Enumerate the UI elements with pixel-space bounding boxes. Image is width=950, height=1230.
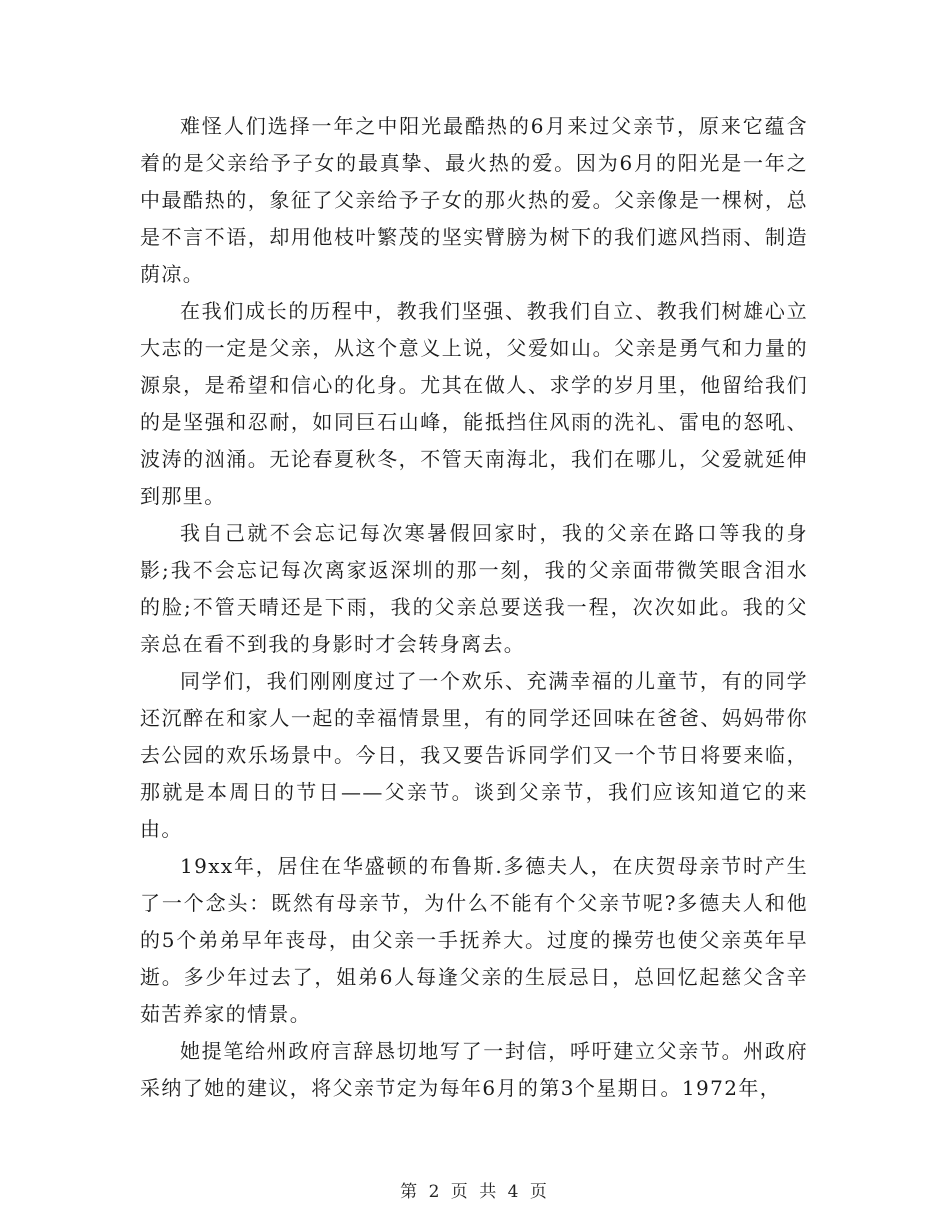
paragraph-6: 她提笔给州政府言辞恳切地写了一封信，呼吁建立父亲节。州政府采纳了她的建议，将父亲节定为每年6月的第3个星期日。1972年， <box>140 1039 808 1100</box>
paragraph-2: 在我们成长的历程中，教我们坚强、教我们自立、教我们树雄心立大志的一定是父亲，从这个意义上说，父爱如山。父亲是勇气和力量的源泉，是希望和信心的化身。尤其在做人、求学的岁月里，他留给我们的是坚强和忍耐，如同巨石山峰，能抵挡住风雨的洗礼、雷电的怒吼、波涛的汹涌。无论春夏秋冬，不管天南海北，我们在哪儿，父爱就延伸到那里。 <box>140 299 808 508</box>
paragraph-1: 难怪人们选择一年之中阳光最酷热的6月来过父亲节，原来它蕴含着的是父亲给予子女的最真挚、最火热的爱。因为6月的阳光是一年之中最酷热的，象征了父亲给予子女的那火热的爱。父亲像是一棵树，总是不言不语，却用他枝叶繁茂的坚实臂膀为树下的我们遮风挡雨、制造荫凉。 <box>140 114 808 286</box>
page-number-footer: 第 2 页 共 4 页 <box>400 1182 550 1202</box>
paragraph-4: 同学们，我们刚刚度过了一个欢乐、充满幸福的儿童节，有的同学还沉醉在和家人一起的幸福情景里，有的同学还回味在爸爸、妈妈带你去公园的欢乐场景中。今日，我又要告诉同学们又一个节日将要来临，那就是本周日的节日——父亲节。谈到父亲节，我们应该知道它的来由。 <box>140 669 808 841</box>
document-body <box>140 108 808 1107</box>
paragraph-5: 19xx年，居住在华盛顿的布鲁斯.多德夫人，在庆贺母亲节时产生了一个念头：既然有母亲节，为什么不能有个父亲节呢?多德夫人和他的5个弟弟早年丧母，由父亲一手抚养大。过度的操劳也使父亲英年早逝。多少年过去了，姐弟6人每逢父亲的生辰忌日，总回忆起慈父含辛茹苦养家的情景。 <box>140 854 808 1026</box>
paragraph-3: 我自己就不会忘记每次寒暑假回家时，我的父亲在路口等我的身影;我不会忘记每次离家返深圳的那一刻，我的父亲面带微笑眼含泪水的脸;不管天晴还是下雨，我的父亲总要送我一程，次次如此。我的父亲总在看不到我的身影时才会转身离去。 <box>140 521 808 656</box>
